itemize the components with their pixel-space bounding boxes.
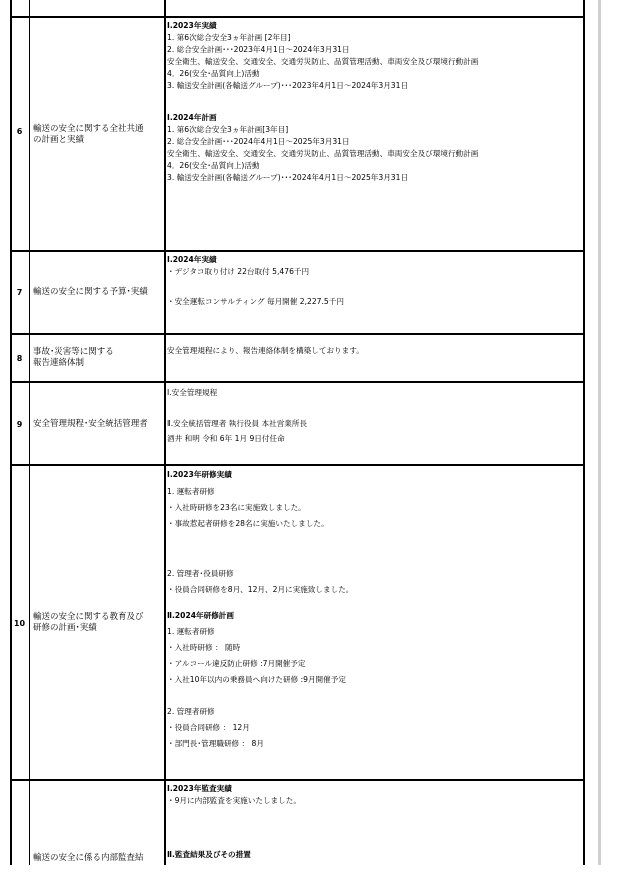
section-heading: Ⅰ.2024年実績 bbox=[167, 255, 217, 264]
row-content: Ⅰ.2023年監査実績 ・9月に内部監査を実施いたしました。 Ⅱ.監査結果及びその措置 bbox=[167, 783, 579, 861]
row-item-label: 安全管理規程･安全統括管理者 bbox=[33, 419, 148, 429]
row-content: Ⅰ.安全管理規程 Ⅱ.安全統括管理者 執行役員 本社営業所長 酒井 和明 令和 6年 1月 9日付任命 bbox=[167, 388, 308, 443]
row-item-label: 事故･災害等に関する 報告連絡体制 bbox=[33, 347, 114, 368]
table-row-10 bbox=[10, 464, 585, 779]
row-item-label: 輸送の安全に関する予算･実績 bbox=[33, 287, 148, 297]
row-number: 6 bbox=[16, 127, 23, 136]
section-heading: Ⅰ.2023年監査実績 bbox=[167, 784, 232, 793]
section-heading: Ⅱ.監査結果及びその措置 bbox=[167, 850, 251, 859]
table-row-9 bbox=[10, 381, 585, 464]
table-row-6 bbox=[10, 16, 585, 250]
row-content: 安全管理規程により、報告連絡体制を構築しております。 bbox=[167, 346, 364, 355]
row-item-label: 輸送の安全に係る内部監査結 bbox=[33, 853, 144, 863]
row-number: 9 bbox=[16, 420, 23, 429]
row-item-label: 輸送の安全に関する全社共通 の計画と実績 bbox=[33, 124, 144, 145]
row-content: Ⅰ.2023年実績 1. 第6次総合安全3ヵ年計画 [2年目] 2. 総合安全計画･･･2023年4月1日～2024年3月31日 安全衛生、輸送安全、交通安全、交通労災防止、品質管理活動、車両安全及び環境行動計画 4．26(安全･品質向上)活動 3. 輸送安全計画(各輸送グループ)･･･2023年4月1日～2024年3月31日 Ⅰ.2024年計画 1. 第6次総合安全3ヵ年計画[3年目] 2. 総合安全計画･･･2024年4月1日～2025年3月31日 安全衛生、輸送安全、交通安全、交通労災防止、品質管理活動、車両安全及び環境行動計画 4．26(安全･品質向上)活動 3. 輸送安全計画(各輸送グループ)･･･2024年4月1日～2025年3月31日 bbox=[167, 20, 579, 184]
section-heading: Ⅰ.2024年計画 bbox=[167, 113, 217, 122]
row-number: 10 bbox=[13, 619, 26, 628]
section-heading: Ⅰ.2023年研修実績 bbox=[167, 470, 232, 479]
page-edge-shadow bbox=[598, 0, 601, 865]
row-content: Ⅰ.2023年研修実績 1. 運転者研修 ・入社時研修を23名に実施致しました。 ・事故惹起者研修を28名に実施いたしました。 2. 管理者･役員研修 ・役員合同研修を8月、12月、2月に実施致しました。 Ⅱ.2024年研修計画 1. 運転者研修 ・入社時研修 ： 随時 ・アルコール違反防止研修 :7月開催予定 ・入社10年以内の乗務員へ向けた研修 :9月開催予定 2. 管理者研修 ・役員合同研修 ： 12月 ・部門長･管理職研修 ： 8月 bbox=[167, 469, 579, 750]
row-number: 8 bbox=[16, 354, 23, 363]
section-heading: Ⅱ.2024年研修計画 bbox=[167, 611, 234, 620]
section-heading: Ⅰ.2023年実績 bbox=[167, 21, 217, 30]
row-content: Ⅰ.2024年実績 ・デジタコ取り付け 22台取付 5,476千円 ・安全運転コンサルティング 毎月開催 2,227.5千円 bbox=[167, 254, 579, 308]
table-row-11 bbox=[10, 779, 585, 865]
table-row-8 bbox=[10, 333, 585, 381]
row-number: 7 bbox=[16, 288, 23, 297]
row-item-label: 輸送の安全に関する教育及び 研修の計画･実績 bbox=[33, 612, 144, 633]
safety-info-table bbox=[10, 0, 585, 865]
table-row-7 bbox=[10, 250, 585, 333]
